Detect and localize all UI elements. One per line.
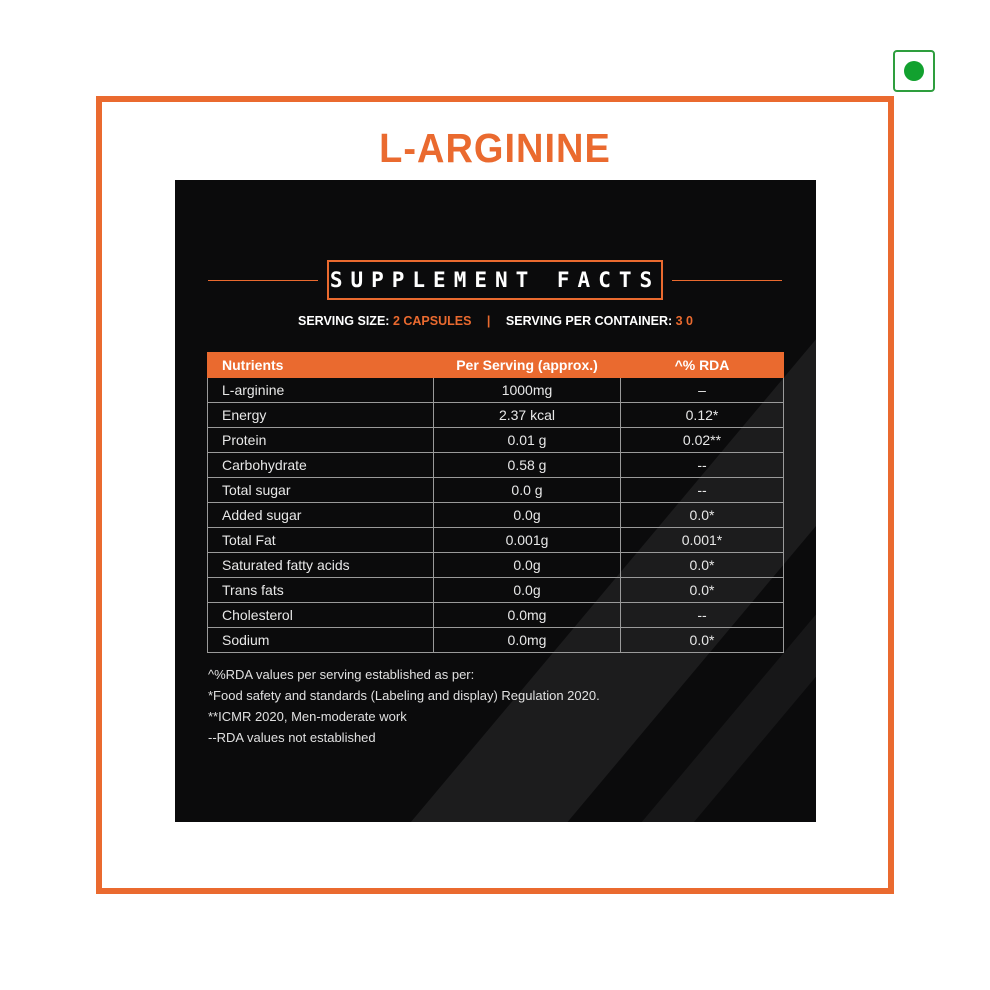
table-row xyxy=(208,553,784,578)
table-row xyxy=(208,428,784,453)
rda-value: 0.001* xyxy=(621,528,784,553)
per-serving-value: 1000mg xyxy=(434,378,621,403)
nutrient-name: Cholesterol xyxy=(208,603,434,628)
column-header-per-serving: Per Serving (approx.) xyxy=(434,353,621,378)
serving-size-label: SERVING SIZE: xyxy=(297,314,390,328)
rda-value: 0.0* xyxy=(621,578,784,603)
table-row xyxy=(208,403,784,428)
nutrient-name: L-arginine xyxy=(208,378,434,403)
table-header-row xyxy=(208,353,784,378)
servings-per-container-label: SERVING PER CONTAINER: xyxy=(505,314,673,328)
nutrient-name: Total sugar xyxy=(208,478,434,503)
nutrient-name: Carbohydrate xyxy=(208,453,434,478)
nutrient-name: Added sugar xyxy=(208,503,434,528)
table-row xyxy=(208,503,784,528)
per-serving-value: 0.0mg xyxy=(434,628,621,653)
serving-info xyxy=(175,314,816,328)
rda-value: – xyxy=(621,378,784,403)
rda-value: -- xyxy=(621,453,784,478)
rda-value: -- xyxy=(621,603,784,628)
nutrient-name: Protein xyxy=(208,428,434,453)
product-title: L-ARGININE xyxy=(379,126,611,172)
supplement-facts-panel xyxy=(175,180,816,822)
table-row xyxy=(208,578,784,603)
rda-value: -- xyxy=(621,478,784,503)
table-row xyxy=(208,603,784,628)
rda-value: 0.02** xyxy=(621,428,784,453)
rda-value: 0.0* xyxy=(621,628,784,653)
veg-mark-badge xyxy=(893,50,935,92)
table-row xyxy=(208,478,784,503)
per-serving-value: 0.001g xyxy=(434,528,621,553)
per-serving-value: 2.37 kcal xyxy=(434,403,621,428)
table-row xyxy=(208,453,784,478)
rda-value: 0.12* xyxy=(621,403,784,428)
nutrient-name: Sodium xyxy=(208,628,434,653)
table-row xyxy=(208,378,784,403)
nutrient-name: Trans fats xyxy=(208,578,434,603)
nutrition-table xyxy=(207,352,784,653)
footnote-line: **ICMR 2020, Men-moderate work xyxy=(208,709,407,724)
per-serving-value: 0.0 g xyxy=(434,478,621,503)
footnote-line: ^%RDA values per serving established as per: xyxy=(208,667,475,682)
column-header-nutrients: Nutrients xyxy=(208,353,434,378)
per-serving-value: 0.0g xyxy=(434,578,621,603)
per-serving-value: 0.0mg xyxy=(434,603,621,628)
table-row xyxy=(208,528,784,553)
nutrient-name: Total Fat xyxy=(208,528,434,553)
rda-value: 0.0* xyxy=(621,503,784,528)
veg-dot-icon xyxy=(904,61,924,81)
heading-rule-right xyxy=(672,280,782,281)
per-serving-value: 0.0g xyxy=(434,553,621,578)
heading-rule-left xyxy=(208,280,318,281)
per-serving-value: 0.01 g xyxy=(434,428,621,453)
footnote-line: --RDA values not established xyxy=(208,730,376,745)
per-serving-value: 0.0g xyxy=(434,503,621,528)
servings-per-container-value: 3 0 xyxy=(675,314,694,328)
footnotes xyxy=(208,664,768,748)
per-serving-value: 0.58 g xyxy=(434,453,621,478)
serving-separator: | xyxy=(486,314,491,328)
nutrient-name: Energy xyxy=(208,403,434,428)
rda-value: 0.0* xyxy=(621,553,784,578)
nutrient-name: Saturated fatty acids xyxy=(208,553,434,578)
footnote-line: *Food safety and standards (Labeling and display) Regulation 2020. xyxy=(208,688,600,703)
table-row xyxy=(208,628,784,653)
column-header-rda: ^% RDA xyxy=(621,353,784,378)
supplement-facts-heading: SUPPLEMENT FACTS xyxy=(327,260,663,300)
serving-size-value: 2 CAPSULES xyxy=(392,314,472,328)
